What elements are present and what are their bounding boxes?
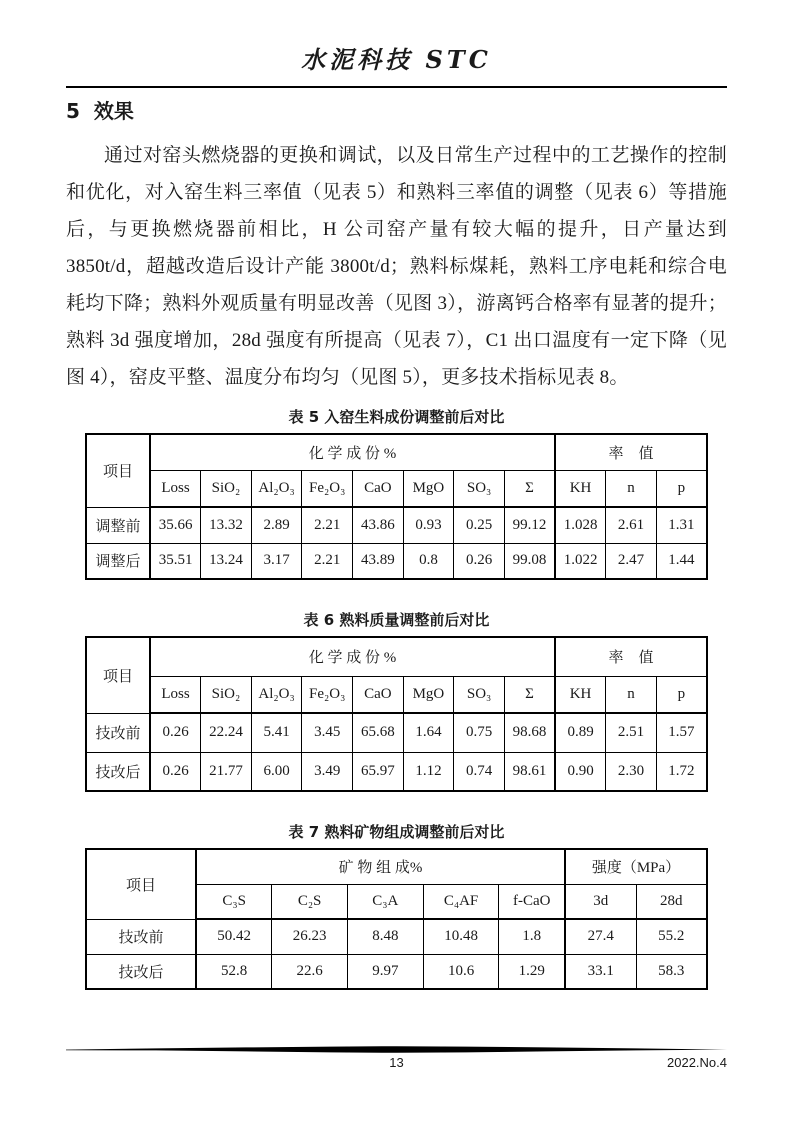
section-number: 5 xyxy=(66,99,80,123)
table-cell: 10.48 xyxy=(423,919,499,954)
column-header: 3d xyxy=(565,884,636,919)
table-cell: 1.31 xyxy=(656,507,707,543)
table-cell: 6.00 xyxy=(251,752,302,791)
column-header: C₃S xyxy=(196,884,272,919)
column-header: Loss xyxy=(150,676,201,713)
column-header: Fe₂O₃ xyxy=(302,676,353,713)
table-cell: 9.97 xyxy=(347,954,423,989)
table-cell: 52.8 xyxy=(196,954,272,989)
footer-text-row xyxy=(66,1055,727,1070)
table-cell: 0.26 xyxy=(150,713,201,752)
group-header-strength: 强度（MPa） xyxy=(565,849,707,884)
column-header: MgO xyxy=(403,470,454,507)
table-cell: 43.86 xyxy=(353,507,404,543)
header-rule xyxy=(66,86,727,88)
group-header-item: 项目 xyxy=(86,849,196,919)
row-label: 技改前 xyxy=(86,713,150,752)
table-cell: 50.42 xyxy=(196,919,272,954)
table-row xyxy=(86,849,707,884)
table6 xyxy=(85,636,708,792)
table-cell: 0.93 xyxy=(403,507,454,543)
body-paragraph: 通过对窑头燃烧器的更换和调试，以及日常生产过程中的工艺操作的控制和优化，对入窑生料三率值（见表 5）和熟料三率值的调整（见表 6）等措施后，与更换燃烧器前相比，H 公司窑产量有较大幅的提升，日产量达到 3850t/d，超越改造后设计产能 3800t/d；熟料标煤耗，熟料工序电耗和综合电耗均下降；熟料外观质量有明显改善（见图 3），游离钙合格率有显著的提升；熟料 3d 强度增加，28d 强度有所提高（见表 7），C1 出口温度有一定下降（见图 4），窑皮平整、温度分布均匀（见图 5），更多技术指标见表 8。 xyxy=(66,145,727,388)
column-header: SO₃ xyxy=(454,676,505,713)
table-cell: 22.6 xyxy=(272,954,348,989)
table-row xyxy=(86,676,707,713)
group-header-chem: 化 学 成 份 % xyxy=(150,434,555,470)
column-header: KH xyxy=(555,676,606,713)
table5-caption: 表 5 入窑生料成份调整前后对比 xyxy=(288,408,505,426)
column-header: f-CaO xyxy=(499,884,565,919)
table-row xyxy=(86,434,707,470)
table-row xyxy=(86,752,707,791)
table-cell: 1.028 xyxy=(555,507,606,543)
column-header: C₄AF xyxy=(423,884,499,919)
table-cell: 1.72 xyxy=(656,752,707,791)
journal-title: 水泥科技 STC xyxy=(301,45,492,74)
table5 xyxy=(85,433,708,580)
table-cell: 0.89 xyxy=(555,713,606,752)
table-cell: 98.68 xyxy=(504,713,555,752)
column-header: Al₂O₃ xyxy=(251,676,302,713)
column-header: SiO₂ xyxy=(201,676,252,713)
table-cell: 0.74 xyxy=(454,752,505,791)
table-row xyxy=(86,637,707,676)
column-header: p xyxy=(656,676,707,713)
table-cell: 0.25 xyxy=(454,507,505,543)
row-label: 技改前 xyxy=(86,919,196,954)
table-cell: 2.89 xyxy=(251,507,302,543)
section-heading xyxy=(66,95,727,124)
table-cell: 65.97 xyxy=(353,752,404,791)
table-cell: 21.77 xyxy=(201,752,252,791)
table-cell: 3.49 xyxy=(302,752,353,791)
table-cell: 33.1 xyxy=(565,954,636,989)
column-header: Loss xyxy=(150,470,201,507)
table-cell: 2.61 xyxy=(606,507,657,543)
column-header: C₂S xyxy=(272,884,348,919)
row-label: 技改后 xyxy=(86,752,150,791)
table-cell: 35.51 xyxy=(150,543,201,579)
group-header-item: 项目 xyxy=(86,434,150,507)
table-cell: 1.64 xyxy=(403,713,454,752)
table-cell: 0.26 xyxy=(150,752,201,791)
table-cell: 13.24 xyxy=(201,543,252,579)
page-number: 13 xyxy=(389,1055,404,1070)
table-cell: 3.45 xyxy=(302,713,353,752)
footer-decorative-rule xyxy=(66,1045,727,1054)
table-cell: 1.8 xyxy=(499,919,565,954)
column-header: Σ xyxy=(504,470,555,507)
table-cell: 65.68 xyxy=(353,713,404,752)
column-header: CaO xyxy=(353,676,404,713)
group-header-chem: 化 学 成 份 % xyxy=(150,637,555,676)
table-row xyxy=(86,713,707,752)
table-cell: 98.61 xyxy=(504,752,555,791)
table-cell: 8.48 xyxy=(347,919,423,954)
column-header: CaO xyxy=(353,470,404,507)
column-header: KH xyxy=(555,470,606,507)
table-cell: 3.17 xyxy=(251,543,302,579)
table-cell: 43.89 xyxy=(353,543,404,579)
table-cell: 5.41 xyxy=(251,713,302,752)
table-cell: 2.30 xyxy=(606,752,657,791)
column-header: n xyxy=(606,676,657,713)
table-row xyxy=(86,919,707,954)
table7-caption: 表 7 熟料矿物组成调整前后对比 xyxy=(288,823,505,841)
group-header-rate: 率 值 xyxy=(555,637,707,676)
column-header: Fe₂O₃ xyxy=(302,470,353,507)
table-cell: 99.08 xyxy=(504,543,555,579)
table-cell: 0.75 xyxy=(454,713,505,752)
table-row xyxy=(86,954,707,989)
table-cell: 0.90 xyxy=(555,752,606,791)
table-cell: 1.57 xyxy=(656,713,707,752)
column-header: SiO₂ xyxy=(201,470,252,507)
column-header: SO₃ xyxy=(454,470,505,507)
column-header: C₃A xyxy=(347,884,423,919)
table-cell: 1.022 xyxy=(555,543,606,579)
column-header: MgO xyxy=(403,676,454,713)
column-header: p xyxy=(656,470,707,507)
table-cell: 0.8 xyxy=(403,543,454,579)
row-label: 调整前 xyxy=(86,507,150,543)
column-header: Al₂O₃ xyxy=(251,470,302,507)
table-cell: 35.66 xyxy=(150,507,201,543)
table6-caption: 表 6 熟料质量调整前后对比 xyxy=(303,611,490,629)
table-cell: 1.12 xyxy=(403,752,454,791)
table-cell: 26.23 xyxy=(272,919,348,954)
table-cell: 55.2 xyxy=(636,919,707,954)
column-header: 28d xyxy=(636,884,707,919)
page-footer xyxy=(66,1045,727,1070)
table-cell: 58.3 xyxy=(636,954,707,989)
row-label: 技改后 xyxy=(86,954,196,989)
table-row xyxy=(86,507,707,543)
table-cell: 2.51 xyxy=(606,713,657,752)
table-cell: 1.29 xyxy=(499,954,565,989)
table-cell: 1.44 xyxy=(656,543,707,579)
table-cell: 0.26 xyxy=(454,543,505,579)
table-cell: 13.32 xyxy=(201,507,252,543)
table7 xyxy=(85,848,708,990)
row-label: 调整后 xyxy=(86,543,150,579)
table-cell: 10.6 xyxy=(423,954,499,989)
group-header-rate: 率 值 xyxy=(555,434,707,470)
column-header: Σ xyxy=(504,676,555,713)
section-title: 效果 xyxy=(93,99,134,123)
issue-label: 2022.No.4 xyxy=(667,1055,727,1070)
table-cell: 2.47 xyxy=(606,543,657,579)
group-header-item: 项目 xyxy=(86,637,150,713)
table-cell: 2.21 xyxy=(302,507,353,543)
table-row xyxy=(86,470,707,507)
table-cell: 27.4 xyxy=(565,919,636,954)
table-cell: 22.24 xyxy=(201,713,252,752)
table-cell: 2.21 xyxy=(302,543,353,579)
group-header-mineral: 矿 物 组 成% xyxy=(196,849,565,884)
column-header: n xyxy=(606,470,657,507)
table-cell: 99.12 xyxy=(504,507,555,543)
table-row xyxy=(86,543,707,579)
